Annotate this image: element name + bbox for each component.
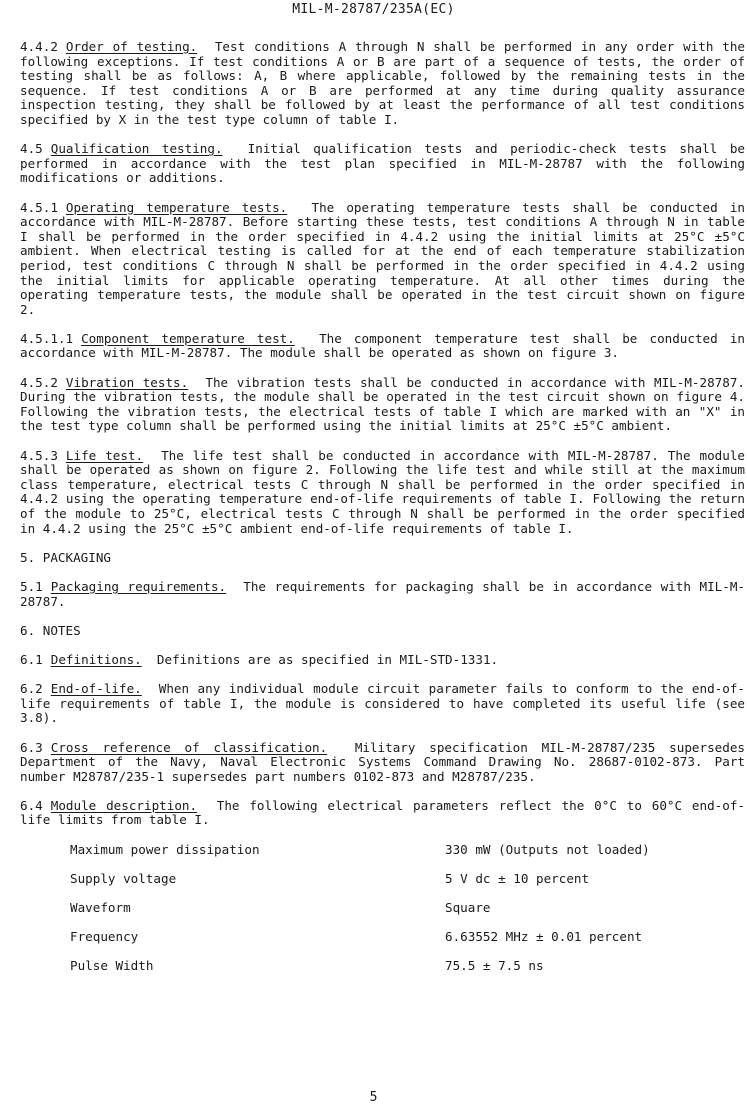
- paragraph-heading: Operating temperature tests.: [65, 199, 288, 215]
- parameter-row: [70, 959, 690, 988]
- paragraph-number: 6.4: [20, 797, 43, 813]
- paragraph-4-5-1-1: [2, 332, 745, 361]
- paragraph-number: 4.5.2: [20, 374, 58, 390]
- paragraph-text: The requirements for packaging shall be in accordance with MIL-M-28787.: [20, 578, 745, 609]
- parameter-value: Square: [445, 899, 491, 915]
- parameter-label: Supply voltage: [70, 870, 177, 886]
- parameter-label: Waveform: [70, 899, 131, 915]
- paragraph-text: Test conditions A through N shall be performed in any order with the following exceptions. If test conditions A or B are part of a sequence of tests, the order of testing shall be as follows: A, B where applicable, followed by the remaining tests in the sequence. If test conditions A or B are performed at any time during quality assurance inspection testing, they shall be followed by at least the performance of all test conditions specified by X in the test type column of table I.: [20, 39, 745, 127]
- paragraph-heading: Cross reference of classification.: [50, 739, 328, 755]
- paragraph-4-5-1: [2, 201, 745, 318]
- paragraph-number: 4.5.1: [20, 199, 58, 215]
- paragraph-number: 5.1: [20, 578, 43, 594]
- paragraph-number: 6.3: [20, 739, 43, 755]
- paragraph-4-4-2: [2, 40, 745, 128]
- paragraph-text: Initial qualification tests and periodic-check tests shall be performed in accordance with the test plan specified in MIL-M-28787 with the following modifications or additions.: [20, 141, 745, 186]
- paragraph-heading: Vibration tests.: [65, 374, 189, 390]
- paragraph-text: The life test shall be conducted in accordance with MIL-M-28787. The module shall be operated as shown on figure 2. Following the life test and while still at the maximum class temperature, electrical tests C through N shall be performed in the order specified in 4.4.2 using the operating temperature end-of-life requirements of table I. Following the return of the module to 25°C, electrical tests C through N shall be performed in the order specified in 4.4.2 using the 25°C ±5°C ambient end-of-life requirements of table I.: [20, 447, 746, 536]
- paragraph-number: 6.2: [20, 681, 43, 697]
- paragraph-text: Definitions are as specified in MIL-STD-1331.: [156, 651, 499, 667]
- section-heading-notes: 6. NOTES: [20, 622, 81, 638]
- paragraph-heading: End-of-life.: [50, 681, 142, 697]
- paragraph-text: When any individual module circuit parameter fails to conform to the end-of-life requirements of table I, the module is considered to have completed its useful life (see 3.8).: [20, 681, 745, 726]
- parameter-value: 75.5 ± 7.5 ns: [445, 957, 544, 973]
- paragraph-heading: Packaging requirements.: [50, 578, 227, 594]
- paragraph-heading: Order of testing.: [65, 39, 198, 54]
- paragraph-6-3: [2, 741, 745, 785]
- paragraph-number: 4.5: [20, 141, 43, 157]
- parameter-row: [70, 843, 690, 872]
- paragraph-6-2: [2, 682, 745, 726]
- paragraph-text: The following electrical parameters reflect the 0°C to 60°C end-of-life limits from table I.: [20, 797, 745, 828]
- parameter-value: 6.63552 MHz ± 0.01 percent: [445, 928, 643, 944]
- paragraph-heading: Component temperature test.: [81, 330, 295, 346]
- paragraph-text: The vibration tests shall be conducted in accordance with MIL-M-28787. During the vibration tests, the module shall be operated in the test circuit shown on figure 4. Following the vibration tests, the electrical tests of table I which are marked with an "X" in the test type column shall be performed using the initial limits at 25°C ±5°C ambient.: [20, 374, 745, 434]
- section-heading-packaging: 5. PACKAGING: [20, 549, 111, 565]
- parameter-table: [70, 843, 690, 988]
- paragraph-number: 6.1: [20, 651, 43, 667]
- paragraph-6-4: [2, 799, 745, 828]
- paragraph-heading: Definitions.: [50, 651, 142, 667]
- parameter-label: Pulse Width: [70, 957, 154, 973]
- parameter-value: 5 V dc ± 10 percent: [445, 870, 590, 886]
- paragraph-number: 4.4.2: [20, 39, 58, 54]
- paragraph-heading: Qualification testing.: [50, 141, 223, 157]
- parameter-label: Frequency: [70, 928, 139, 944]
- parameter-row: [70, 930, 690, 959]
- parameter-label: Maximum power dissipation: [70, 841, 260, 857]
- parameter-row: [70, 901, 690, 930]
- paragraph-text: The operating temperature tests shall be conducted in accordance with MIL-M-28787. Before starting these tests, test conditions A through N in table I shall be performed in the order specified in 4.4.2 using the initial limits at 25°C ±5°C ambient. When electrical testing is called for at the end of each temperature stabilization period, test conditions C through N shall be performed in the order specified in 4.4.2 using the initial limits for applicable operating temperature. At all other times during the operating temperature tests, the module shall be operated in the test circuit shown on figure 2.: [20, 199, 745, 317]
- paragraph-4-5-2: [2, 376, 745, 434]
- paragraph-4-5: [2, 142, 745, 186]
- paragraph-4-5-3: [2, 449, 745, 537]
- paragraph-number: 4.5.3: [20, 447, 58, 463]
- paragraph-6-1: [2, 653, 745, 668]
- page-number: 5: [369, 1090, 378, 1105]
- paragraph-heading: Life test.: [65, 447, 144, 463]
- parameter-row: [70, 872, 690, 901]
- document-body: [2, 40, 745, 988]
- paragraph-text: Military specification MIL-M-28787/235 supersedes Department of the Navy, Naval Electronic Systems Command Drawing No. 28687-0102-873. Part number M28787/235-1 supersedes part numbers 0102-873 and M28787/235.: [20, 739, 745, 784]
- paragraph-number: 4.5.1.1: [20, 330, 74, 346]
- paragraph-heading: Module description.: [50, 797, 198, 813]
- paragraph-5-1: [2, 580, 745, 609]
- paragraph-text: The component temperature test shall be conducted in accordance with MIL-M-28787. The module shall be operated as shown on figure 3.: [20, 330, 745, 361]
- parameter-value: 330 mW (Outputs not loaded): [445, 841, 650, 857]
- document-header: MIL-M-28787/235A(EC): [292, 2, 455, 17]
